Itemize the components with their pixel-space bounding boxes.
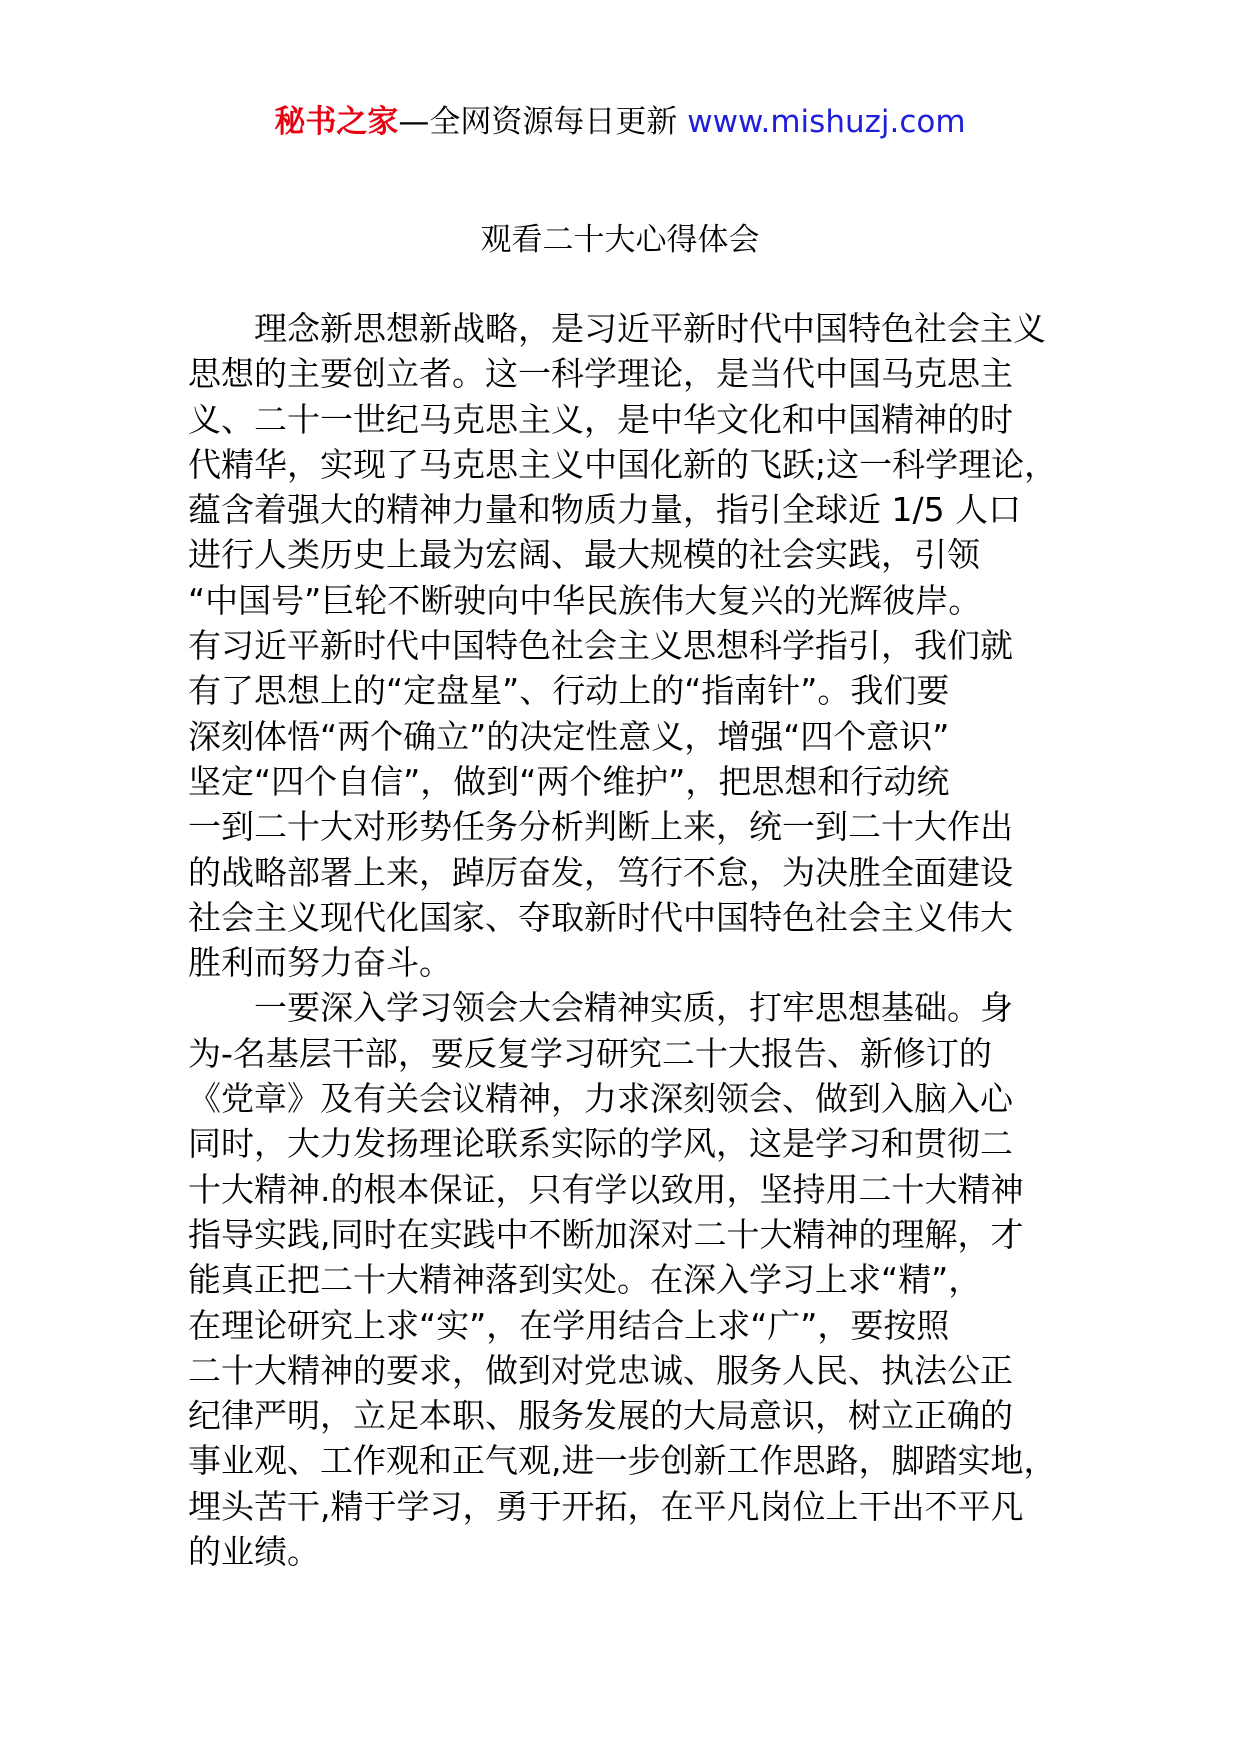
- text-line: 坚定“四个自信”，做到“两个维护”，把思想和行动统: [188, 761, 950, 801]
- text-line: 有了思想上的“定盘星”、行动上的“指南针”。我们要: [188, 671, 950, 711]
- text-line: 二十大精神的要求，做到对党忠诚、服务人民、执法公正: [188, 1350, 1013, 1390]
- site-url-link[interactable]: www.mishuzj.com: [687, 104, 966, 140]
- text-line: 在理论研究上求“实”，在学用结合上求“广”，要按照: [188, 1305, 950, 1345]
- site-header: [0, 100, 1240, 144]
- document-title: 观看二十大心得体会: [480, 222, 760, 258]
- text-line: 的业绩。: [188, 1532, 320, 1572]
- text-line: 的战略部署上来，踔厉奋发，笃行不怠，为决胜全面建设: [188, 852, 1013, 892]
- text-line: 十大精神.的根本保证，只有学以致用，坚持用二十大精神: [188, 1169, 1024, 1209]
- text-line: 指导实践,同时在实践中不断加深对二十大精神的理解，才: [188, 1214, 1024, 1254]
- text-line: 蕴含着强大的精神力量和物质力量，指引全球近 1/5 人口: [188, 490, 1022, 530]
- text-line: 同时，大力发扬理论联系实际的学风，这是学习和贯彻二: [188, 1124, 1013, 1164]
- site-brand: 秘书之家: [274, 104, 399, 140]
- document-body: [188, 306, 1088, 1574]
- text-line: 代精华，实现了马克思主义中国化新的飞跃;这一科学理论，: [188, 444, 1058, 484]
- text-line: 为-名基层干部，要反复学习研究二十大报告、新修订的: [188, 1033, 992, 1073]
- text-line: 义、二十一世纪马克思主义，是中华文化和中国精神的时: [188, 399, 1013, 439]
- text-line: 社会主义现代化国家、夺取新时代中国特色社会主义伟大: [188, 897, 1013, 937]
- site-tagline: —全网资源每日更新: [398, 104, 678, 140]
- text-line: “中国号”巨轮不断驶向中华民族伟大复兴的光辉彼岸。: [188, 580, 982, 620]
- text-line: 一要深入学习领会大会精神实质，打牢思想基础。身: [188, 988, 1013, 1028]
- text-line: 胜利而努力奋斗。: [188, 943, 452, 983]
- text-line: 纪律严明，立足本职、服务发展的大局意识，树立正确的: [188, 1396, 1013, 1436]
- text-line: 一到二十大对形势任务分析判断上来，统一到二十大作出: [188, 807, 1013, 847]
- text-line: 能真正把二十大精神落到实处。在深入学习上求“精”，: [188, 1260, 982, 1300]
- text-line: 深刻体悟“两个确立”的决定性意义，增强“四个意识”: [188, 716, 950, 756]
- text-line: 事业观、工作观和正气观,进一步创新工作思路，脚踏实地，: [188, 1441, 1057, 1481]
- text-line: 理念新思想新战略，是习近平新时代中国特色社会主义: [188, 309, 1046, 348]
- text-line: 《党章》及有关会议精神，力求深刻领会、做到入脑入心: [188, 1079, 1013, 1119]
- text-line: 进行人类历史上最为宏阔、最大规模的社会实践，引领: [188, 535, 980, 575]
- text-line: 思想的主要创立者。这一科学理论，是当代中国马克思主: [188, 354, 1013, 394]
- text-line: 埋头苦干,精于学习，勇于开拓，在平凡岗位上干出不平凡: [188, 1486, 1024, 1526]
- text-line: 有习近平新时代中国特色社会主义思想科学指引，我们就: [188, 626, 1013, 666]
